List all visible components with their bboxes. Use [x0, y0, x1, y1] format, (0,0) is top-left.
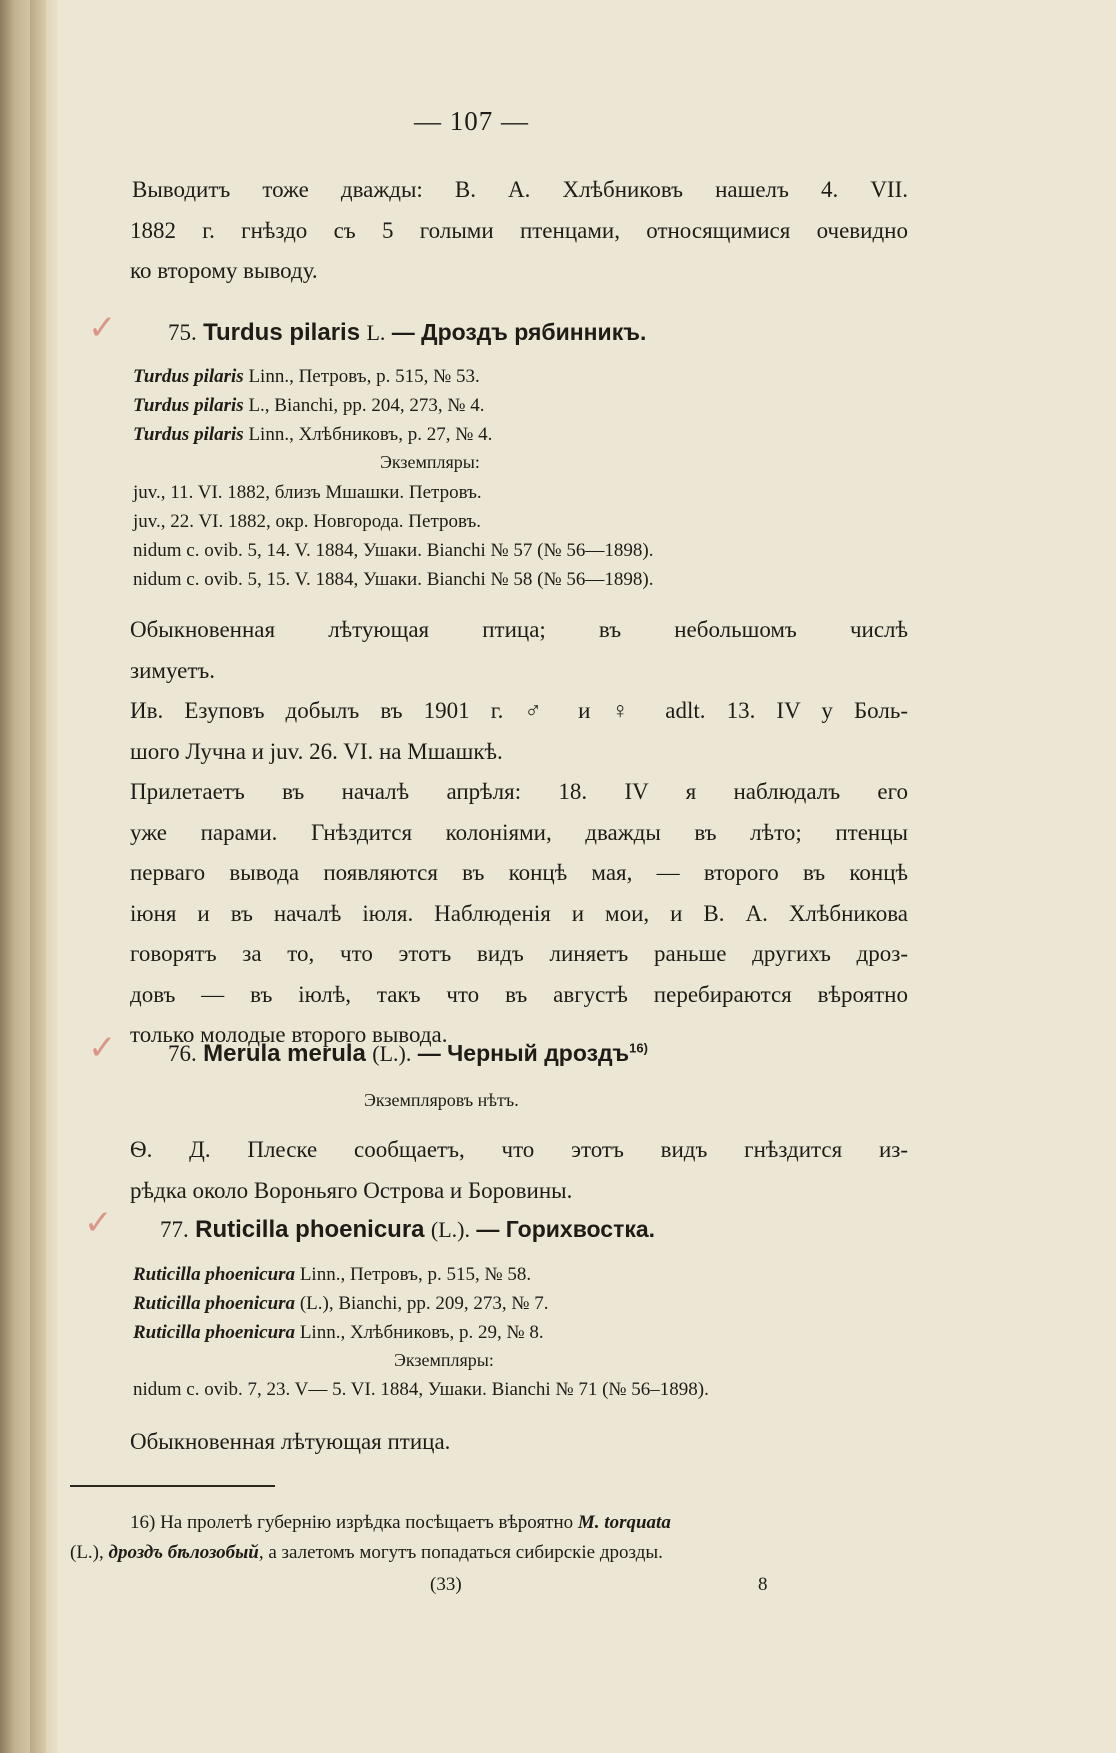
reference-line: Turdus pilaris L., Bianchi, pp. 204, 273, № 4. — [133, 395, 485, 416]
reference-list — [133, 362, 492, 449]
text-line: только молодые второго вывода. — [130, 1022, 448, 1047]
specimens-label: Экземпляры: — [394, 1350, 494, 1370]
paragraph — [130, 691, 908, 772]
specimen-line: nidum c. ovib. 5, 15. V. 1884, Ушаки. Bianchi № 58 (№ 56—1898). — [133, 569, 654, 590]
text-line: говорятъ за то, что этотъ видъ линяетъ раньше другихъ дроз- — [130, 941, 908, 966]
text-line: шого Лучна и juv. 26. VI. на Мшашкѣ. — [130, 738, 503, 764]
text-line: Прилетаетъ въ началѣ апрѣля: 18. IV я наблюдалъ его — [130, 779, 908, 804]
paragraph: Обыкновенная лѣтующая птица. — [130, 1429, 451, 1454]
reference-list — [133, 1260, 549, 1347]
specimen-list — [133, 478, 653, 594]
text-line: зимуетъ. — [130, 657, 216, 683]
specimen-line: juv., 11. VI. 1882, близъ Мшашки. Петровъ. — [133, 482, 482, 503]
checkmark-icon: ✓ — [84, 1203, 113, 1243]
footnote-mark: 16) — [629, 1040, 648, 1056]
specimen-line: juv., 22. VI. 1882, окр. Новгорода. Петровъ. — [133, 511, 482, 532]
footnote: (L.), дроздъ бѣлозобый, а залетомъ могутъ попадаться сибирскіе дрозды. — [70, 1542, 663, 1563]
footnote-divider — [70, 1485, 275, 1487]
checkmark-icon: ✓ — [88, 1028, 117, 1068]
spine-shadow — [30, 0, 46, 1753]
reference-line: Turdus pilaris Linn., Хлѣбниковъ, p. 27, № 4. — [133, 424, 493, 445]
reference-line: Ruticilla phoenicura Linn., Петровъ, p. 515, № 58. — [133, 1264, 532, 1285]
reference-line: Ruticilla phoenicura (L.), Bianchi, pp. 209, 273, № 7. — [133, 1293, 549, 1314]
footnote: 16) На пролетѣ губернію изрѣдка посѣщаетъ вѣроятно M. torquata — [130, 1512, 671, 1533]
text-line: перваго вывода появляются въ концѣ мая, — второго въ концѣ — [130, 860, 908, 885]
paragraph — [130, 610, 908, 691]
specimens-label: Экземпляры: — [380, 452, 480, 472]
specimen-line: nidum c. ovib. 7, 23. V— 5. VI. 1884, Ушаки. Bianchi № 71 (№ 56–1898). — [133, 1379, 709, 1400]
page-number: — 107 — — [414, 106, 529, 136]
text-line: 1882 г. гнѣздо съ 5 голыми птенцами, относящимися очевидно — [130, 217, 908, 243]
paragraph — [130, 772, 908, 1056]
species-heading-77: 77. Ruticilla phoenicura (L.). — Горихвостка. — [160, 1216, 656, 1243]
intro-paragraph — [130, 170, 908, 292]
text-line: Обыкновенная лѣтующая птица; въ небольшомъ числѣ — [130, 617, 908, 642]
reference-line: Turdus pilaris Linn., Петровъ, p. 515, № 53. — [133, 366, 480, 387]
signature-mark: 8 — [758, 1574, 768, 1595]
paragraph — [130, 1130, 908, 1211]
book-spine — [0, 0, 58, 1753]
reference-line: Ruticilla phoenicura Linn., Хлѣбниковъ, p. 29, № 8. — [133, 1322, 544, 1343]
specimens-label: Экземпляровъ нѣтъ. — [364, 1090, 519, 1110]
species-heading-75: 75. Turdus pilaris L. — Дроздъ рябинникъ. — [168, 319, 647, 346]
text-line: Выводитъ тоже дважды: В. А. Хлѣбниковъ нашелъ 4. VII. — [132, 177, 908, 202]
species-heading-76: 76. Merula merula (L.). — Черный дроздъ$^{16)}$ — [168, 1040, 648, 1067]
text-line: довъ — въ іюлѣ, такъ что въ августѣ перебираются вѣроятно — [130, 981, 908, 1007]
specimen-line: nidum c. ovib. 5, 14. V. 1884, Ушаки. Bianchi № 57 (№ 56—1898). — [133, 540, 654, 561]
text-line: уже парами. Гнѣздится колоніями, дважды въ лѣто; птенцы — [130, 819, 908, 845]
signature-mark: (33) — [430, 1574, 462, 1595]
text-line: Ив. Езуповъ добылъ въ 1901 г. ♂ и ♀ adlt. 13. IV у Боль- — [130, 698, 908, 723]
checkmark-icon: ✓ — [88, 308, 117, 348]
text-line: рѣдка около Вороньяго Острова и Боровины. — [130, 1177, 573, 1203]
text-line: Ѳ. Д. Плеске сообщаетъ, что этотъ видъ гнѣздится из- — [130, 1137, 908, 1162]
text-line: ко второму выводу. — [130, 258, 318, 283]
text-line: іюня и въ началѣ іюля. Наблюденія и мои, и В. А. Хлѣбникова — [130, 900, 908, 926]
